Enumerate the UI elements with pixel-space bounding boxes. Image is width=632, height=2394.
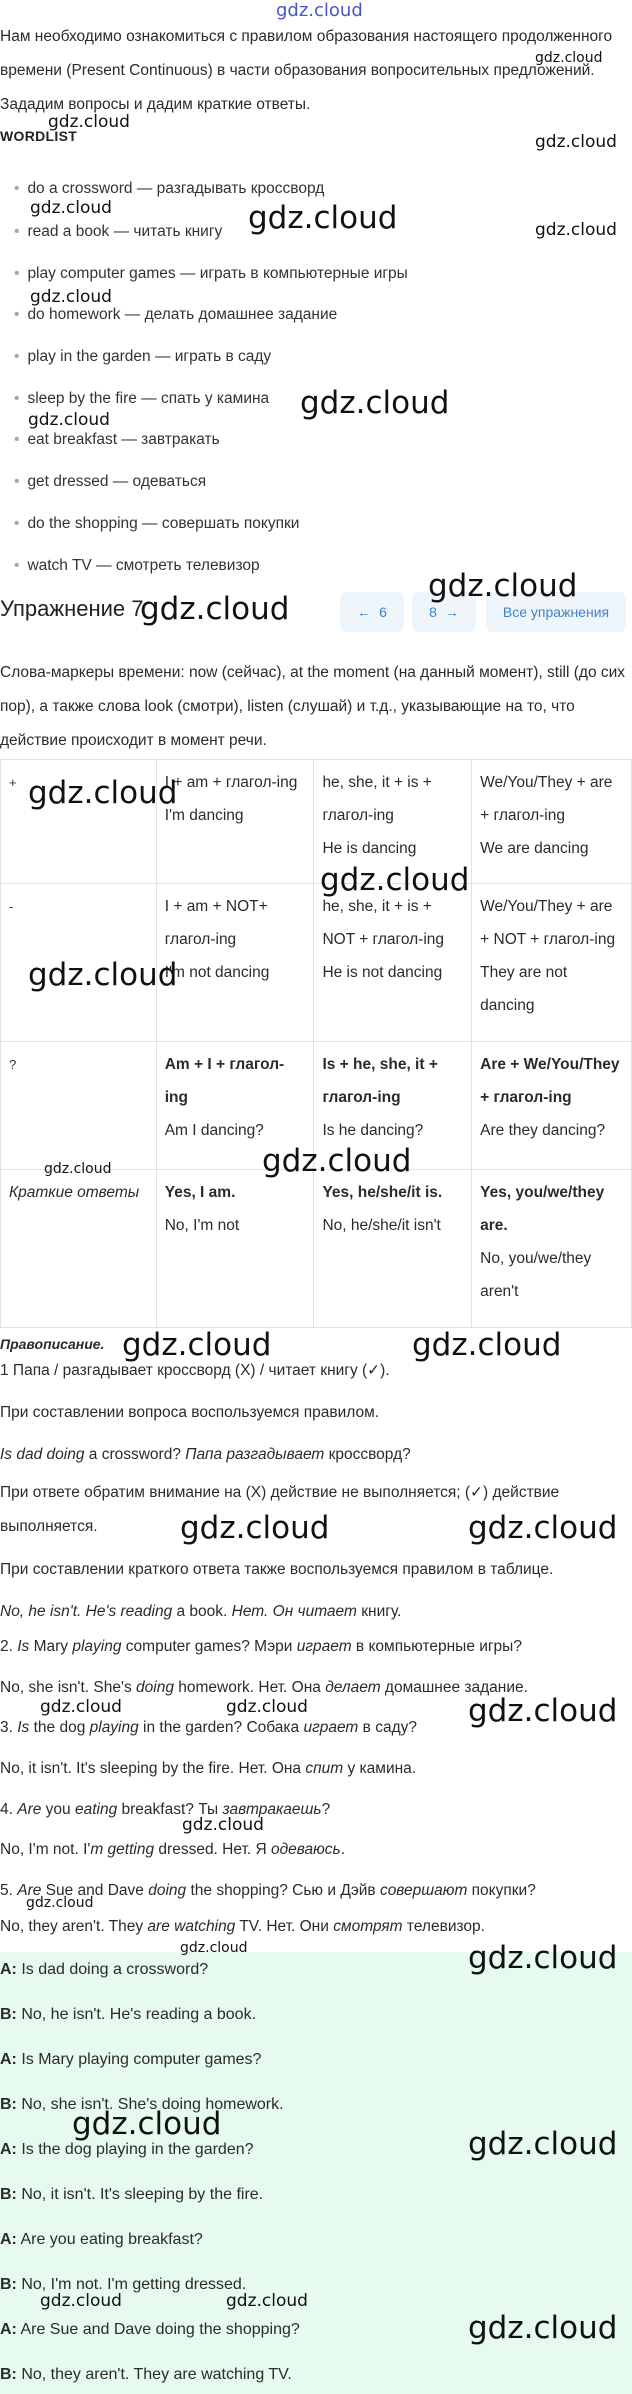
row-sign: Краткие ответы xyxy=(1,1170,157,1328)
watermark: gdz.cloud xyxy=(182,1815,264,1835)
exercise-title: Упражнение 7 xyxy=(0,596,144,621)
watermark: gdz.cloud xyxy=(468,2310,618,2346)
table-cell: he, she, it + is + глагол-ing He is dancing xyxy=(314,760,472,884)
watermark: gdz.cloud xyxy=(180,1510,330,1546)
watermark: gdz.cloud xyxy=(468,1510,618,1546)
solution-line: No, it isn't. It's sleeping by the fire. Нет. Она спит у камина. xyxy=(0,1760,417,1777)
watermark: gdz.cloud xyxy=(248,200,398,236)
watermark: gdz.cloud xyxy=(468,1693,618,1729)
watermark: gdz.cloud xyxy=(48,112,130,132)
watermark: gdz.cloud xyxy=(26,1895,94,1911)
watermark: gdz.cloud xyxy=(226,1697,308,1717)
table-row xyxy=(1,1170,632,1328)
dialogue-line: B: No, she isn't. She's doing homework. xyxy=(0,2096,284,2113)
table-cell: Yes, he/she/it is. No, he/she/it isn't xyxy=(314,1170,472,1328)
watermark: gdz.cloud xyxy=(40,2291,122,2311)
watermark: gdz.cloud xyxy=(140,591,290,627)
prev-exercise-label: 6 xyxy=(379,604,387,620)
solution-line: No, he isn't. He's reading a book. Нет. Он читает книгу. xyxy=(0,1603,402,1620)
watermark: gdz.cloud xyxy=(535,220,617,240)
solution-line: No, I'm not. I'm getting dressed. Нет. Я одеваюсь. xyxy=(0,1841,346,1858)
watermark: gdz.cloud xyxy=(28,410,110,430)
intro-text: Нам необходимо ознакомиться с правилом образования настоящего продолженного времени (Present Continuous) в части образования вопросительных предложений. Зададим вопросы и дадим краткие ответы. xyxy=(0,28,613,113)
watermark: gdz.cloud xyxy=(428,568,578,604)
watermark: gdz.cloud xyxy=(468,1940,618,1976)
dialogue-line: A: Are Sue and Dave doing the shopping? xyxy=(0,2321,300,2338)
watermark: gdz.cloud xyxy=(320,862,470,898)
list-item: • play computer games — играть в компьютерные игры xyxy=(14,265,408,283)
dialogue-line: B: No, he isn't. He's reading a book. xyxy=(0,2006,257,2023)
dialogue-line: B: No, I'm not. I'm getting dressed. xyxy=(0,2276,247,2293)
table-cell: Yes, you/we/they are. No, you/we/they aren't xyxy=(472,1170,632,1328)
watermark: gdz.cloud xyxy=(226,2291,308,2311)
watermark: gdz.cloud xyxy=(535,132,617,152)
watermark: gdz.cloud xyxy=(262,1143,412,1179)
table-cell: he, she, it + is + NOT + глагол-ing He is not dancing xyxy=(314,884,472,1042)
solution-line: 2. Is Mary playing computer games? Мэри играет в компьютерные игры? xyxy=(0,1638,522,1655)
list-item: • do homework — делать домашнее задание xyxy=(14,306,337,324)
table-cell: We/You/They + are + NOT + глагол-ing They are not dancing xyxy=(472,884,632,1042)
list-item: • watch TV — смотреть телевизор xyxy=(14,557,260,575)
arrow-right-icon: → xyxy=(444,604,459,620)
list-item: • do a crossword — разгадывать кроссворд xyxy=(14,180,324,198)
dialogue-line: B: No, it isn't. It's sleeping by the fire. xyxy=(0,2186,264,2203)
grammar-table xyxy=(0,759,632,1328)
solution-line: При составлении краткого ответа также воспользуемся правилом в таблице. xyxy=(0,1561,554,1578)
watermark: gdz.cloud xyxy=(44,1161,112,1177)
list-item: • eat breakfast — завтракать xyxy=(14,431,220,449)
row-sign: + xyxy=(1,760,157,884)
dialogue-line: A: Are you eating breakfast? xyxy=(0,2231,203,2248)
watermark: gdz.cloud xyxy=(468,2126,618,2162)
prev-exercise-button[interactable] xyxy=(340,592,404,632)
dialogue-line: A: Is the dog playing in the garden? xyxy=(0,2141,254,2158)
dialogue-line: A: Is dad doing a crossword? xyxy=(0,1961,209,1978)
solution-line: При составлении вопроса воспользуемся правилом. xyxy=(0,1404,380,1421)
watermark: gdz.cloud xyxy=(180,1940,248,1956)
list-item: • get dressed — одеваться xyxy=(14,473,206,491)
list-item: • play in the garden — играть в саду xyxy=(14,348,271,366)
watermark: gdz.cloud xyxy=(412,1327,562,1363)
solution-line: При ответе обратим внимание на (X) действие не выполняется; (✓) действие выполняется. xyxy=(0,1484,560,1535)
list-item: • sleep by the fire — спать у камина xyxy=(14,390,269,408)
site-logo[interactable]: gdz.cloud xyxy=(276,0,363,21)
dialogue-line: A: Is Mary playing computer games? xyxy=(0,2051,262,2068)
arrow-left-icon: ← xyxy=(357,604,372,620)
table-cell: Is + he, she, it + глагол-ing Is he dancing? xyxy=(314,1042,472,1170)
solution-line: 1 Папа / разгадывает кроссворд (X) / читает книгу (✓). xyxy=(0,1362,390,1379)
table-cell: I + am + NOT+ глагол-ing I'm not dancing xyxy=(156,884,314,1042)
solution-heading: Правописание. xyxy=(0,1336,105,1352)
solution-line: Is dad doing a crossword? Папа разгадывает кроссворд? xyxy=(0,1446,411,1463)
watermark: gdz.cloud xyxy=(40,1697,122,1717)
solution-line: No, she isn't. She's doing homework. Нет. Она делает домашнее задание. xyxy=(0,1679,528,1696)
table-cell: We/You/They + are + глагол-ing We are dancing xyxy=(472,760,632,884)
wordlist-heading: WORDLIST xyxy=(0,128,78,144)
list-item: • do the shopping — совершать покупки xyxy=(14,515,299,533)
list-item: • read a book — читать книгу xyxy=(14,223,222,241)
solution-line: 3. Is the dog playing in the garden? Собака играет в саду? xyxy=(0,1719,417,1736)
watermark: gdz.cloud xyxy=(30,287,112,307)
watermark: gdz.cloud xyxy=(535,50,603,66)
table-cell: Yes, I am. No, I'm not xyxy=(156,1170,314,1328)
dialogue-line: B: No, they aren't. They are watching TV. xyxy=(0,2366,292,2383)
watermark: gdz.cloud xyxy=(300,385,450,421)
watermark: gdz.cloud xyxy=(28,957,178,993)
row-sign: ? xyxy=(1,1042,157,1170)
all-exercises-label: Все упражнения xyxy=(502,604,610,620)
solution-line: 4. Are you eating breakfast? Ты завтракаешь? xyxy=(0,1801,331,1818)
watermark: gdz.cloud xyxy=(28,775,178,811)
solution-line: 5. Are Sue and Dave doing the shopping? Сью и Дэйв совершают покупки? xyxy=(0,1882,536,1899)
table-cell: Am + I + глагол-ing Am I dancing? xyxy=(156,1042,314,1170)
time-markers-text: Слова-маркеры времени: now (сейчас), at the moment (на данный момент), still (до сих пор), а также слова look (смотри), listen (слушай) и т.д., указывающие на то, что действие происходит в момент речи. xyxy=(0,664,626,749)
table-cell: I + am + глагол-ing I'm dancing xyxy=(156,760,314,884)
watermark: gdz.cloud xyxy=(30,198,112,218)
watermark: gdz.cloud xyxy=(72,2106,222,2142)
watermark: gdz.cloud xyxy=(122,1327,272,1363)
next-exercise-label: 8 xyxy=(429,604,437,620)
table-cell: Are + We/You/They + глагол-ing Are they dancing? xyxy=(472,1042,632,1170)
row-sign: - xyxy=(1,884,157,1042)
solution-line: No, they aren't. They are watching TV. Нет. Они смотрят телевизор. xyxy=(0,1918,485,1935)
